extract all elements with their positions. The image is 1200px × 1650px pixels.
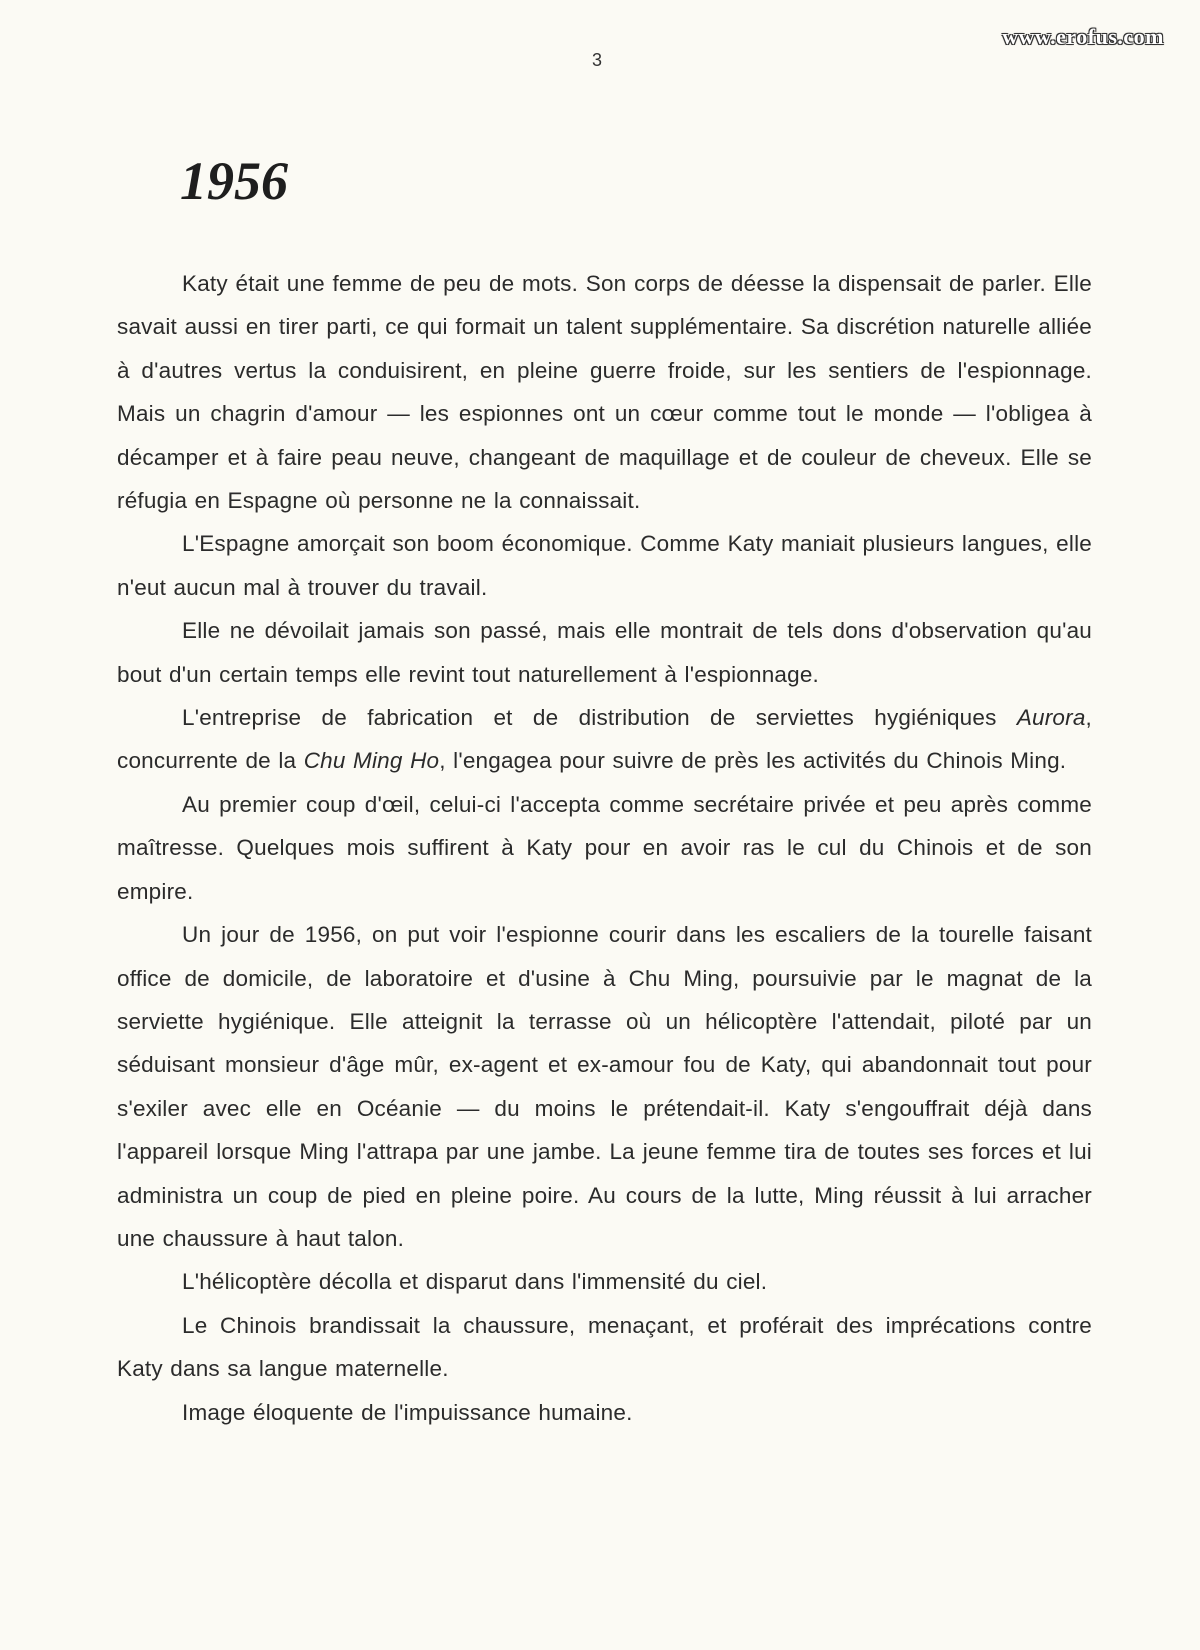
paragraph	[117, 696, 1092, 783]
paragraph	[117, 1391, 1092, 1434]
paragraph	[117, 1260, 1092, 1303]
text-run: Katy était une femme de peu de mots. Son corps de déesse la dispensait de parler. Elle savait aussi en tirer parti, ce qui formait un talent supplémentaire. Sa discrétion naturelle alliée à d'autres vertus la conduisirent, en pleine guerre froide, sur les sentiers de l'espionnage. Mais un chagrin d'amour — les espionnes ont un cœur comme tout le monde — l'obligea à décamper et à faire peau neuve, changeant de maquillage et de couleur de cheveux. Elle se réfugia en Espagne où personne ne la connaissait.	[117, 271, 1092, 514]
paragraph	[117, 783, 1092, 913]
text-run: Le Chinois brandissait la chaussure, menaçant, et proférait des imprécations contre Katy dans sa langue maternelle.	[117, 1312, 1092, 1382]
body-text	[117, 262, 1092, 1434]
chapter-title: 1956	[180, 151, 288, 211]
paragraph	[117, 609, 1092, 696]
text-run: , concurrente de la	[117, 705, 1092, 774]
text-run: Image éloquente de l'impuissance humaine.	[182, 1399, 633, 1425]
text-run: L'entreprise de fabrication et de distribution de serviettes hygiéniques	[182, 705, 1017, 731]
text-run: , l'engagea pour suivre de près les activités du Chinois Ming.	[439, 748, 1067, 774]
text-run: L'Espagne amorçait son boom économique. Comme Katy maniait plusieurs langues, elle n'eut aucun mal à trouver du travail.	[117, 531, 1092, 600]
page-number: 3	[592, 50, 603, 70]
paragraph	[117, 913, 1092, 1260]
paragraph	[117, 262, 1092, 522]
text-run: Au premier coup d'œil, celui-ci l'accepta comme secrétaire privée et peu après comme maîtresse. Quelques mois suffirent à Katy pour en avoir ras le cul du Chinois et de son empire.	[117, 791, 1092, 904]
site-watermark: www.erofus.com	[1002, 24, 1164, 49]
paragraph	[117, 522, 1092, 609]
text-run: L'hélicoptère décolla et disparut dans l'immensité du ciel.	[182, 1269, 768, 1295]
text-run: Un jour de 1956, on put voir l'espionne courir dans les escaliers de la tourelle faisant office de domicile, de laboratoire et d'usine à Chu Ming, poursuivie par le magnat de la serviette hygiénique. Elle atteignit la terrasse où un hélicoptère l'attendait, piloté par un séduisant monsieur d'âge mûr, ex-agent et ex-amour fou de Katy, qui abandonnait tout pour s'exiler avec elle en Océanie — du moins le prétendait-il. Katy s'engouffrait déjà dans l'appareil lorsque Ming l'attrapa par une jambe. La jeune femme tira de toutes ses forces et lui administra un coup de pied en pleine poire. Au cours de la lutte, Ming réussit à lui arracher une chaussure à haut talon.	[117, 922, 1092, 1251]
italic-company-name: Chu Ming Ho	[303, 748, 440, 774]
paragraph	[117, 1304, 1092, 1391]
text-run: Elle ne dévoilait jamais son passé, mais elle montrait de tels dons d'observation qu'au bout d'un certain temps elle revint tout naturellement à l'espionnage.	[117, 618, 1092, 687]
italic-company-name: Aurora	[1016, 705, 1086, 731]
